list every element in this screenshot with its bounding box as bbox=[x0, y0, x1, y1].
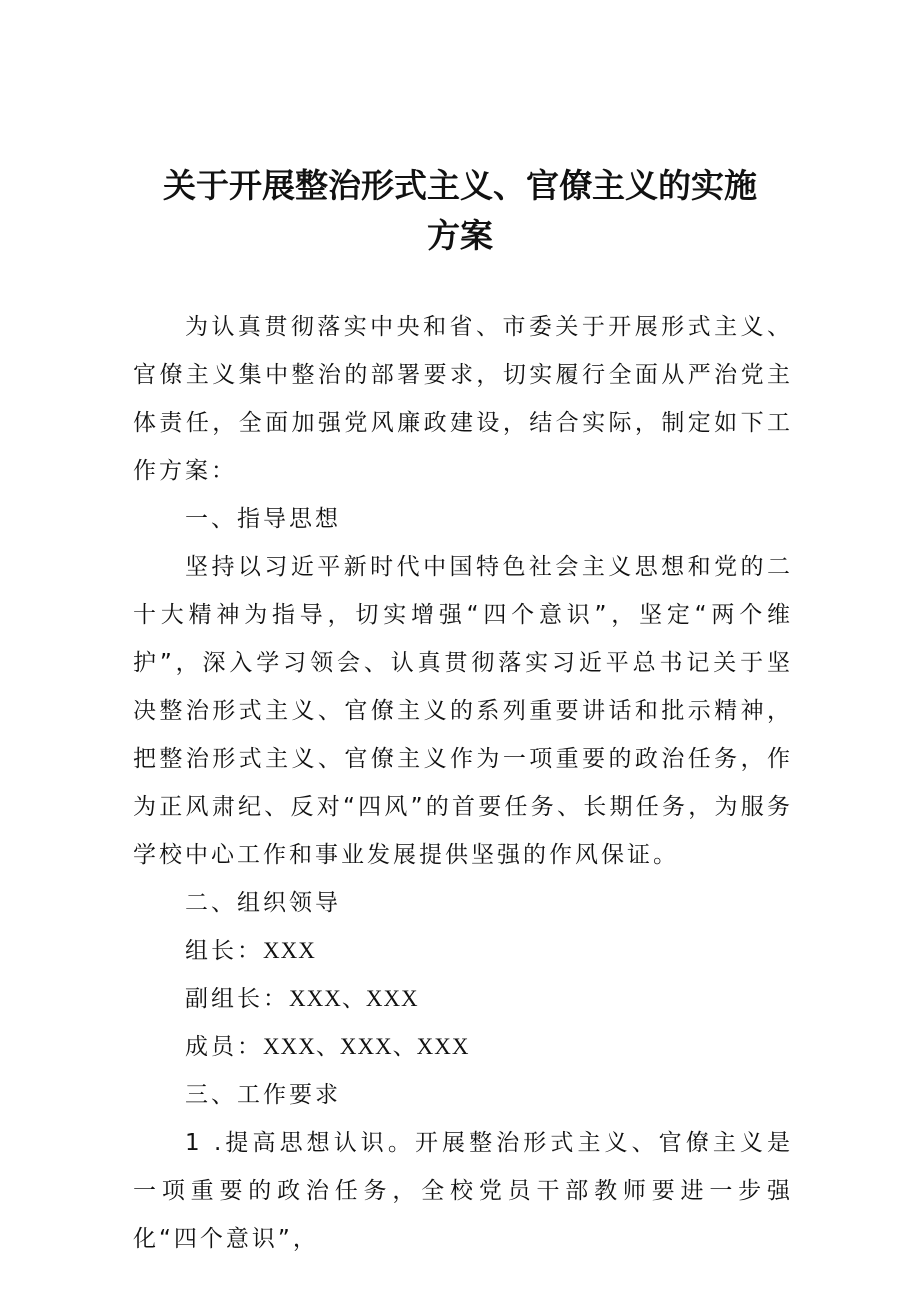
intro-paragraph: 为认真贯彻落实中央和省、市委关于开展形式主义、官僚主义集中整治的部署要求，切实履行全面从严治党主体责任，全面加强党风廉政建设，结合实际，制定如下工作方案： bbox=[133, 314, 793, 484]
requirement-item-1: 1 .提高思想认识。开展整治形式主义、官僚主义是一项重要的政治任务，全校党员干部教师要进一步强化“四个意识”， bbox=[133, 1130, 793, 1252]
document-body bbox=[133, 303, 793, 1263]
section-heading-guiding-ideology: 一、指导思想 bbox=[185, 506, 341, 532]
section-heading-organization: 二、组织领导 bbox=[185, 890, 341, 916]
leader-label: 组长： bbox=[185, 938, 263, 964]
members-value: XXX、XXX、XXX bbox=[263, 1034, 470, 1059]
members-line bbox=[133, 1023, 793, 1071]
deputy-leader-label: 副组长： bbox=[185, 986, 289, 1012]
section-heading-work-requirements: 三、工作要求 bbox=[185, 1082, 341, 1108]
document-title-line-1: 关于开展整治形式主义、官僚主义的实施 bbox=[163, 166, 757, 205]
deputy-leader-line bbox=[133, 975, 793, 1023]
deputy-leader-value: XXX、XXX bbox=[289, 986, 419, 1011]
guiding-ideology-paragraph: 坚持以习近平新时代中国特色社会主义思想和党的二十大精神为指导，切实增强“四个意识”，坚定“两个维护”，深入学习领会、认真贯彻落实习近平总书记关于坚决整治形式主义、官僚主义的系列重要讲话和批示精神，把整治形式主义、官僚主义作为一项重要的政治任务，作为正风肃纪、反对“四风”的首要任务、长期任务，为服务学校中心工作和事业发展提供坚强的作风保证。 bbox=[133, 554, 793, 868]
members-label: 成员： bbox=[185, 1034, 263, 1060]
leader-value: XXX bbox=[263, 938, 316, 963]
document-title-line-2: 方案 bbox=[427, 216, 493, 255]
leader-line bbox=[133, 927, 793, 975]
